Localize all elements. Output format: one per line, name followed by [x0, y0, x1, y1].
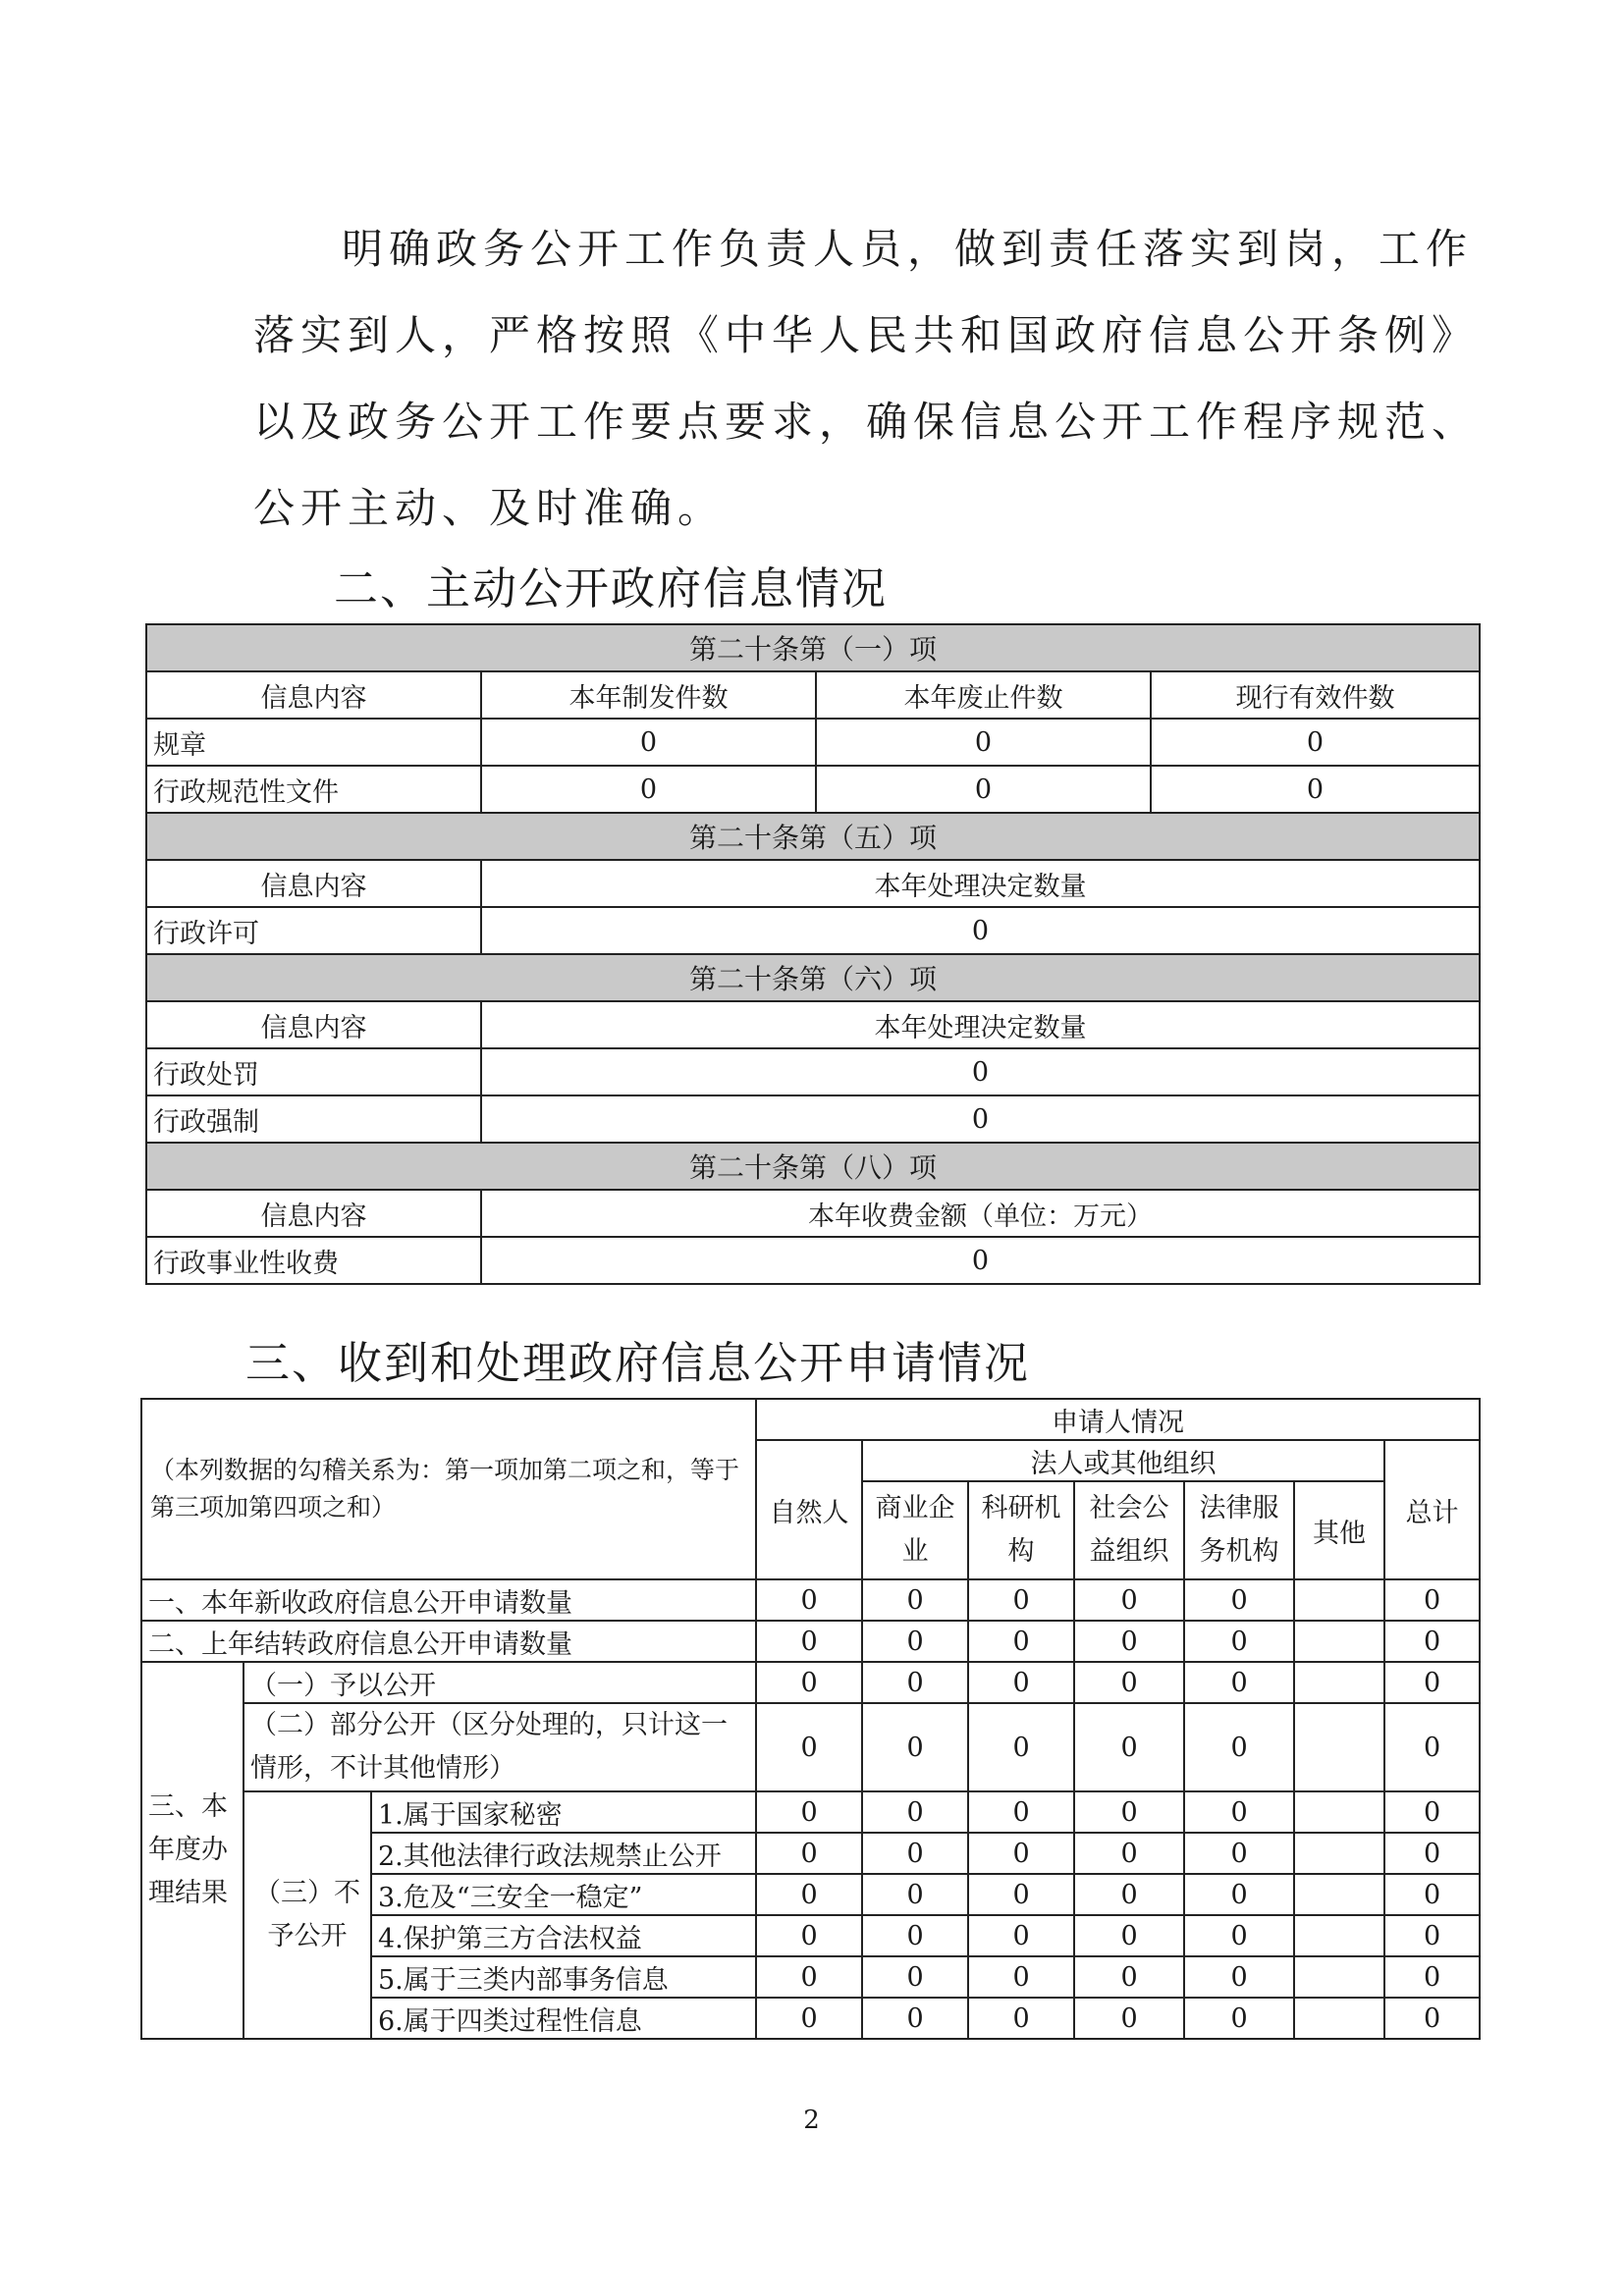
header-cell: 信息内容 [146, 1001, 481, 1048]
legal-col-header: 社会公益组织 [1074, 1481, 1184, 1579]
value-cell: 0 [1384, 1621, 1480, 1662]
value-cell: 0 [1184, 1998, 1294, 2039]
row-label: 2.其他法律行政法规禁止公开 [371, 1833, 756, 1874]
legal-col-header: 商业企业 [862, 1481, 968, 1579]
value-cell: 0 [1184, 1703, 1294, 1791]
total-header: 总计 [1384, 1440, 1480, 1579]
value-cell: 0 [1384, 1579, 1480, 1621]
row-label: 二、上年结转政府信息公开申请数量 [141, 1621, 756, 1662]
value-cell: 0 [968, 1833, 1074, 1874]
legal-col-header: 科研机构 [968, 1481, 1074, 1579]
value-cell: 0 [1074, 1833, 1184, 1874]
value-cell: 0 [1074, 1662, 1184, 1703]
value-cell: 0 [481, 766, 816, 813]
value-cell: 0 [1384, 1956, 1480, 1998]
section-title-20-6: 第二十条第（六）项 [146, 954, 1480, 1001]
value-cell: 0 [1074, 1621, 1184, 1662]
row-label: 6.属于四类过程性信息 [371, 1998, 756, 2039]
value-cell: 0 [1384, 1998, 1480, 2039]
header-cell: 信息内容 [146, 860, 481, 907]
value-cell: 0 [1184, 1791, 1294, 1833]
value-cell: 0 [1184, 1833, 1294, 1874]
value-cell: 0 [756, 1662, 862, 1703]
value-cell: 0 [1074, 1579, 1184, 1621]
row-label: 4.保护第三方合法权益 [371, 1915, 756, 1956]
value-cell: 0 [862, 1956, 968, 1998]
value-cell: 0 [756, 1915, 862, 1956]
section-title-20-1: 第二十条第（一）项 [146, 624, 1480, 671]
value-cell: 0 [756, 1833, 862, 1874]
section3-heading: 三、收到和处理政府信息公开申请情况 [245, 1337, 1031, 1389]
legal-col-header: 法律服务机构 [1184, 1481, 1294, 1579]
value-cell: 0 [1384, 1703, 1480, 1791]
value-cell: 0 [1184, 1874, 1294, 1915]
value-cell: 0 [1184, 1662, 1294, 1703]
section-title-20-5: 第二十条第（五）项 [146, 813, 1480, 860]
value-cell: 0 [756, 1874, 862, 1915]
application-handling-table [140, 1398, 1481, 2040]
value-cell: 0 [1184, 1579, 1294, 1621]
row-label: （二）部分公开（区分处理的，只计这一情形，不计其他情形） [243, 1703, 756, 1791]
value-cell: 0 [1074, 1998, 1184, 2039]
value-cell: 0 [481, 719, 816, 766]
row-label: （一）予以公开 [243, 1662, 756, 1703]
value-cell: 0 [1384, 1874, 1480, 1915]
value-cell: 0 [1384, 1662, 1480, 1703]
value-cell: 0 [968, 1662, 1074, 1703]
value-cell: 0 [1074, 1874, 1184, 1915]
value-cell: 0 [756, 1621, 862, 1662]
value-cell: 0 [1184, 1915, 1294, 1956]
value-cell: 0 [968, 1956, 1074, 1998]
value-cell: 0 [1074, 1791, 1184, 1833]
header-cell: 本年处理决定数量 [481, 1001, 1480, 1048]
value-cell: 0 [862, 1791, 968, 1833]
result-group-label: 三、本年度办理结果 [141, 1662, 243, 2039]
header-cell: 本年制发件数 [481, 671, 816, 719]
value-cell: 0 [1151, 719, 1480, 766]
value-cell: 0 [1074, 1956, 1184, 1998]
row-label: 一、本年新收政府信息公开申请数量 [141, 1579, 756, 1621]
value-cell [1294, 1874, 1384, 1915]
value-cell: 0 [481, 907, 1480, 954]
value-cell: 0 [968, 1703, 1074, 1791]
row-label: 行政处罚 [146, 1048, 481, 1095]
refuse-group-label: （三）不予公开 [243, 1791, 371, 2039]
value-cell: 0 [1384, 1915, 1480, 1956]
value-cell: 0 [968, 1915, 1074, 1956]
value-cell: 0 [481, 1095, 1480, 1143]
row-label: 行政规范性文件 [146, 766, 481, 813]
legal-header: 法人或其他组织 [862, 1440, 1384, 1481]
legal-col-header: 其他 [1294, 1481, 1384, 1579]
value-cell: 0 [756, 1998, 862, 2039]
intro-line: 落实到人，严格按照《中华人民共和国政府信息公开条例》 [253, 311, 1480, 359]
value-cell: 0 [756, 1791, 862, 1833]
page-number: 2 [803, 2106, 820, 2135]
value-cell: 0 [968, 1621, 1074, 1662]
value-cell [1294, 1915, 1384, 1956]
value-cell: 0 [968, 1874, 1074, 1915]
value-cell [1294, 1621, 1384, 1662]
header-cell: 本年处理决定数量 [481, 860, 1480, 907]
value-cell: 0 [816, 719, 1151, 766]
value-cell [1294, 1662, 1384, 1703]
intro-line: 明确政务公开工作负责人员，做到责任落实到岗，工作 [342, 225, 1474, 273]
value-cell [1294, 1703, 1384, 1791]
value-cell: 0 [862, 1874, 968, 1915]
value-cell [1294, 1998, 1384, 2039]
value-cell: 0 [1384, 1791, 1480, 1833]
row-label: 行政许可 [146, 907, 481, 954]
value-cell: 0 [756, 1956, 862, 1998]
value-cell: 0 [968, 1791, 1074, 1833]
row-label: 1.属于国家秘密 [371, 1791, 756, 1833]
value-cell: 0 [862, 1998, 968, 2039]
value-cell: 0 [862, 1703, 968, 1791]
proactive-disclosure-table [145, 623, 1481, 1285]
row-label: 3.危及“三安全一稳定” [371, 1874, 756, 1915]
value-cell: 0 [1151, 766, 1480, 813]
value-cell: 0 [1074, 1915, 1184, 1956]
row-label: 5.属于三类内部事务信息 [371, 1956, 756, 1998]
row-label: 行政事业性收费 [146, 1237, 481, 1284]
value-cell: 0 [968, 1579, 1074, 1621]
natural-person-header: 自然人 [756, 1440, 862, 1579]
value-cell: 0 [862, 1662, 968, 1703]
value-cell: 0 [481, 1048, 1480, 1095]
value-cell: 0 [862, 1915, 968, 1956]
applicant-header: 申请人情况 [756, 1399, 1480, 1440]
value-cell: 0 [1074, 1703, 1184, 1791]
value-cell: 0 [756, 1703, 862, 1791]
intro-line: 公开主动、及时准确。 [253, 484, 726, 532]
header-cell: 本年废止件数 [816, 671, 1151, 719]
value-cell [1294, 1956, 1384, 1998]
row-label: 规章 [146, 719, 481, 766]
header-cell: 信息内容 [146, 1190, 481, 1237]
value-cell: 0 [1184, 1956, 1294, 1998]
value-cell: 0 [1184, 1621, 1294, 1662]
value-cell: 0 [968, 1998, 1074, 2039]
header-cell: 现行有效件数 [1151, 671, 1480, 719]
intro-line: 以及政务公开工作要点要求，确保信息公开工作程序规范、 [253, 398, 1480, 446]
intro-paragraph [253, 206, 1480, 552]
table-note: （本列数据的勾稽关系为：第一项加第二项之和，等于第三项加第四项之和） [141, 1399, 756, 1579]
value-cell: 0 [862, 1833, 968, 1874]
value-cell: 0 [756, 1579, 862, 1621]
value-cell: 0 [1384, 1833, 1480, 1874]
header-cell: 信息内容 [146, 671, 481, 719]
value-cell [1294, 1833, 1384, 1874]
value-cell [1294, 1579, 1384, 1621]
row-label: 行政强制 [146, 1095, 481, 1143]
value-cell: 0 [862, 1621, 968, 1662]
value-cell: 0 [481, 1237, 1480, 1284]
section2-heading: 二、主动公开政府信息情况 [334, 562, 889, 614]
value-cell: 0 [862, 1579, 968, 1621]
value-cell: 0 [816, 766, 1151, 813]
value-cell [1294, 1791, 1384, 1833]
header-cell: 本年收费金额（单位：万元） [481, 1190, 1480, 1237]
section-title-20-8: 第二十条第（八）项 [146, 1143, 1480, 1190]
